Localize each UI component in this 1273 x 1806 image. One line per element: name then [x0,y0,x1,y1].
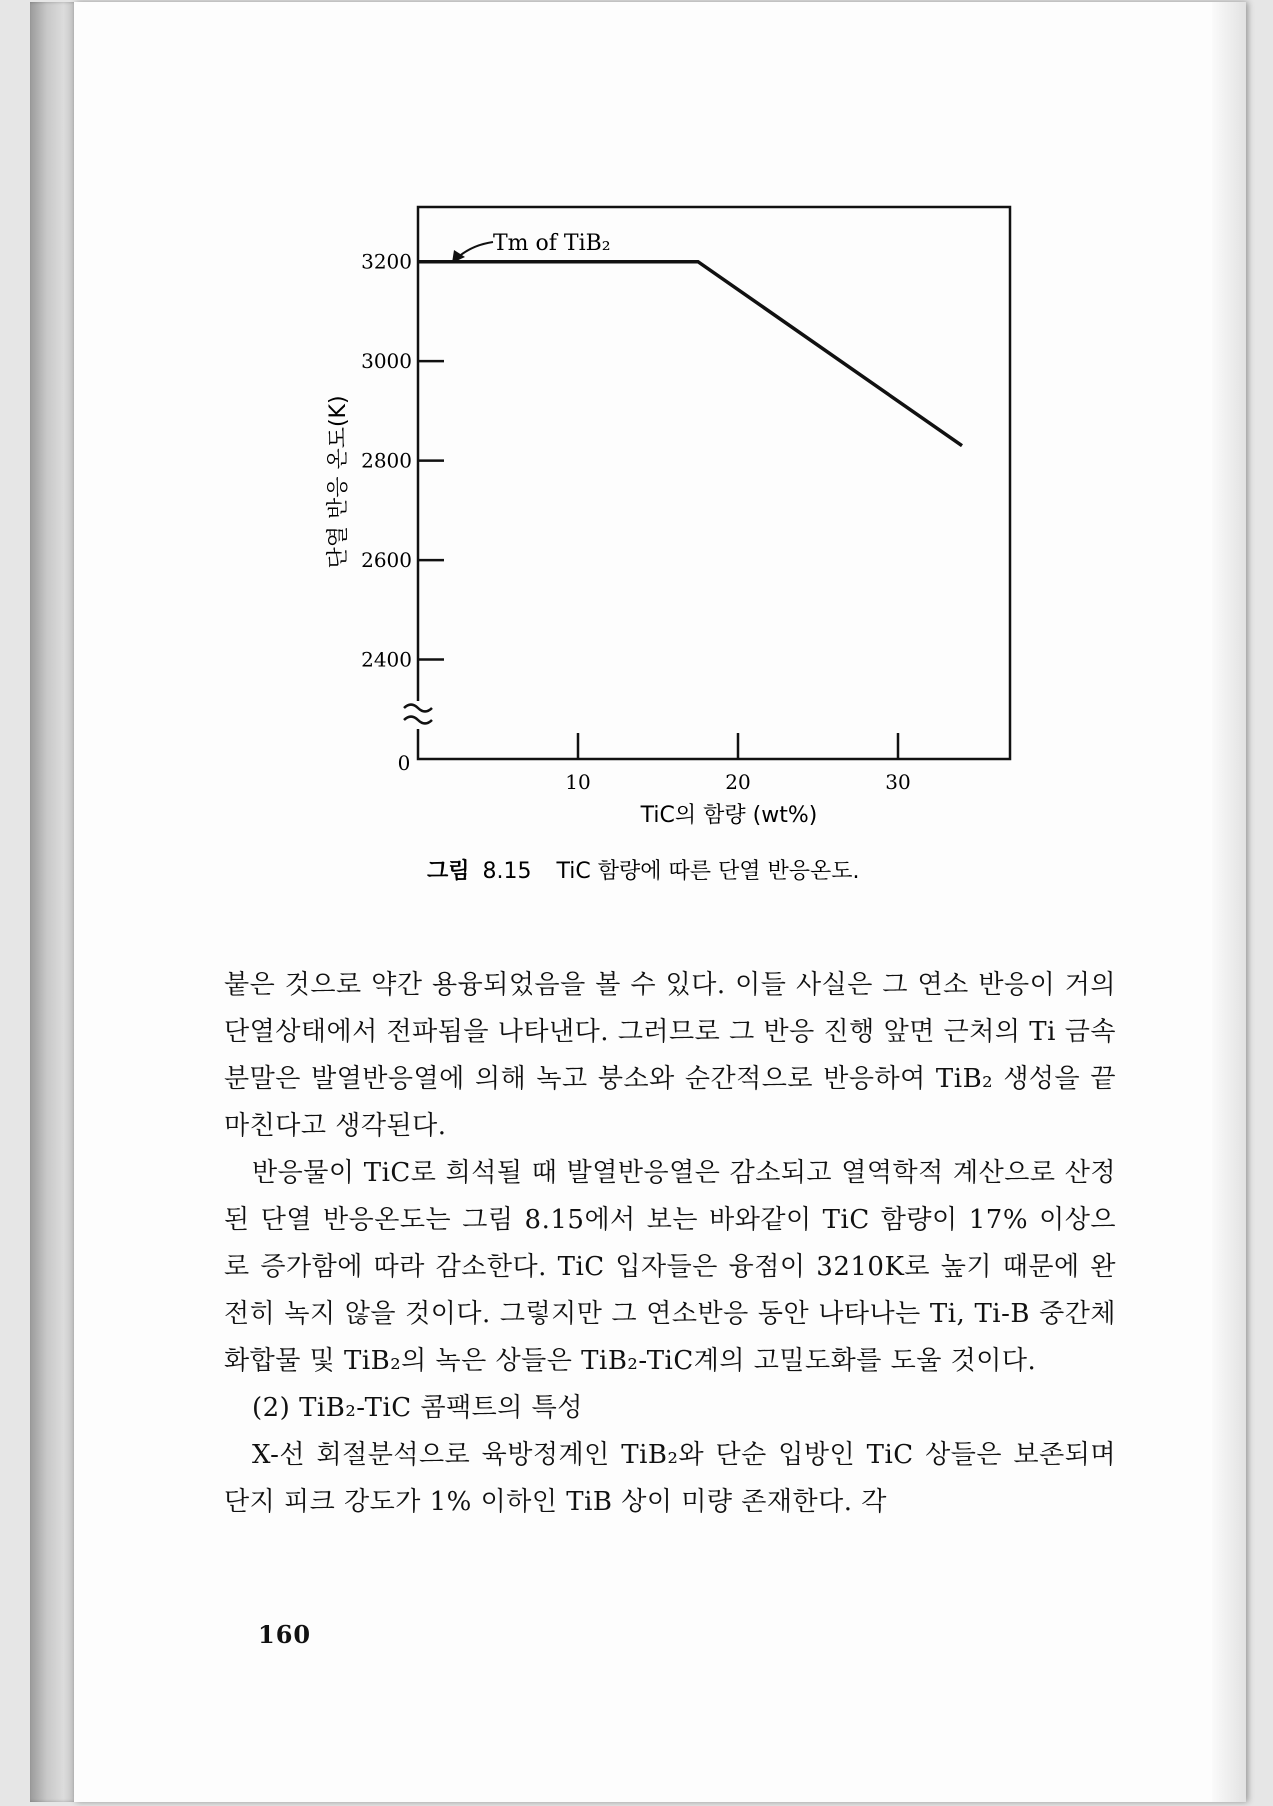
caption-text: TiC 함량에 따른 단열 반응온도. [556,859,860,884]
x-axis-ticks [565,733,910,794]
y-axis-label: 단열 반응 온도(K) [326,395,351,569]
annotation-arrow [452,242,493,263]
caption-number: 8.15 [482,859,532,884]
x-tick-label: 10 [565,770,591,794]
y-axis-ticks [361,250,444,672]
paragraph: 반응물이 TiC로 희석될 때 발열반응열은 감소되고 열역학적 계산으로 산정된 단열 반응온도는 그림 8.15에서 보는 바와같이 TiC 함량이 17% 이상으로 증가함에 따라 감소한다. TiC 입자들은 융점이 3210K로 높기 때문에 완전히 녹지 않을 것이다. 그렇지만 그 연소반응 동안 나타나는 Ti, Ti-B 중간체 화합물 및 TiB₂의 녹은 상들은 TiB₂-TiC계의 고밀도화를 도울 것이다. [224,1158,1116,1376]
caption-prefix: 그림 [427,859,470,884]
y-tick-label: 3000 [361,349,412,374]
page-number: 160 [258,1620,312,1649]
section-heading: (2) TiB₂-TiC 콤팩트의 특성 [252,1393,583,1423]
y-tick-label: 2600 [361,548,412,573]
origin-label: 0 [397,751,411,775]
figure-caption [427,858,859,884]
x-tick-label: 20 [725,770,751,794]
y-tick-label: 3200 [361,249,412,274]
svg-text:그림 8.15 TiC 함량에 따른 [427,858,859,884]
series-line [418,262,962,446]
x-axis-label: TiC의 함량 (wt%) [640,803,818,828]
paragraph: X-선 회절분석으로 육방정계인 TiB₂와 단순 입방인 TiC 상들은 보존되며 단지 피크 강도가 1% 이하인 TiB 상이 미량 존재한다. 각 [224,1440,1116,1517]
y-tick-label: 2800 [361,448,412,473]
paragraph: 붙은 것으로 약간 용융되었음을 볼 수 있다. 이들 사실은 그 연소 반응이 거의 단열상태에서 전파됨을 나타낸다. 그러므로 그 반응 진행 앞면 근처의 Ti 금속분말은 발열반응열에 의해 녹고 붕소와 순간적으로 반응하여 TiB₂ 생성을 끝마친다고 생각된다. [224,970,1116,1141]
annotation-label: Tm of TiB₂ [493,231,611,256]
axis-break [404,701,434,729]
body-text [224,962,1116,1526]
y-tick-label: 2400 [361,647,412,672]
plot-frame [418,207,1010,759]
x-tick-label: 30 [885,770,911,794]
